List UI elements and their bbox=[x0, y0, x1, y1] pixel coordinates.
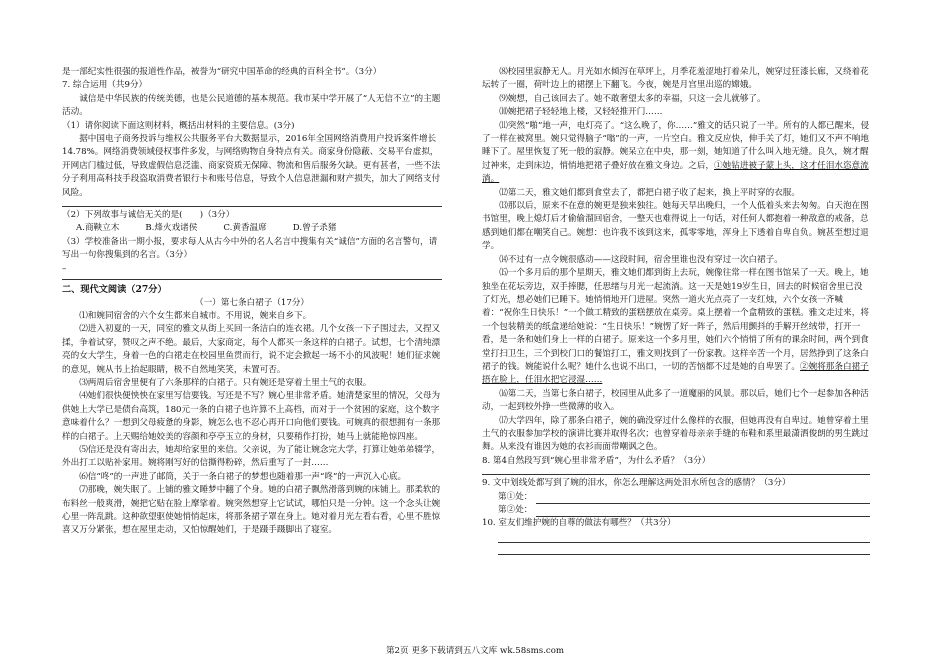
answer-line bbox=[498, 543, 870, 555]
answer-1-label: 第①处： bbox=[498, 491, 533, 502]
right-column bbox=[482, 66, 870, 555]
answer-line bbox=[482, 474, 870, 475]
question-7-heading: 7. 综合运用（共9分） bbox=[62, 80, 148, 91]
answer-2-line bbox=[536, 506, 870, 517]
answer-line bbox=[62, 206, 442, 207]
paragraph-16: ⒃第二天，当第七条白裙子，校园里从此多了一道魔丽的风景。那以后，她们七个一起参加各种活动，一起到校外挣一些微薄的收入。 bbox=[482, 388, 869, 413]
paragraph-2: ⑵进入初夏的一天，同室的雅文从街上买回一条洁白的连衣裙。几个女孩一下子围过去，又捏又揉，争着试穿，赞叹之声不绝。最后，大家商定，每个人都买一条这样的白裙子。试想，七个清纯漂亮的女大学生，身着一色的白裙走在校园里鱼贯而行，说不定会掀起一场不小的风波呢！她们征求婉的意见，婉从书上抬起眼睛，极不自然地笑笑，未置可否。 bbox=[62, 324, 441, 375]
material-paragraph: 据中国电子商务投诉与维权公共服务平台大数据显示，2016年全国网络消费用户投诉案件增长14.78%。网络消费领域侵权事件多发，与网络购物自身特点有关。商家身份隐蔽、交易平台虚拟，开网店门槛过低，导致虚假信息泛滥、商家资质无保障、物流和售后服务欠缺。更有甚者，一些不法分子利用高科技手段盗取消费者银行卡和账号信息，导致个人信息泄漏和财产损失，加大了网络支付风险。 bbox=[62, 134, 441, 198]
paragraph-3: ⑶两周后宿舍里便有了六条那样的白裙子。只有婉还是穿着土里土气的衣服。 bbox=[79, 377, 372, 388]
answer-1-line bbox=[536, 493, 870, 504]
question-7-3: （3）学校准备出一期小报，要求每人从古今中外的名人名言中搜集有关“诚信”方面的名言警句，请写出一句你搜集到的名言。（3分） bbox=[62, 236, 438, 261]
option-d: D.曾子杀猪 bbox=[292, 223, 337, 234]
page-footer: 第2页 更多下载请到五八文库 wk.58sms.com bbox=[385, 646, 565, 656]
options-row bbox=[62, 222, 442, 235]
question-8: 8. 第4自然段写到“婉心里非常矛盾”，为什么矛盾？（3分） bbox=[482, 455, 711, 466]
underlined-sentence-2: ②婉将那条白裙子捂在脸上，任泪水把它浸湿…… bbox=[482, 361, 869, 386]
answer-line bbox=[498, 531, 870, 543]
question-9: 9. 文中划线处都写到了婉的泪水，你怎么理解这两处泪水所包含的感情？（3分） bbox=[482, 478, 791, 489]
paragraph-10: ⑽婉把裙子轻轻地上楼，又轻轻推开门…… bbox=[499, 107, 663, 118]
section-divider bbox=[62, 279, 442, 280]
question-7-1: （1）请你阅读下面这则材料，概括出材料的主要信息。(3分) bbox=[62, 120, 295, 131]
option-b: B.烽火戏诸侯 bbox=[145, 223, 198, 234]
paragraph-6: ⑹信“咚”的一声进了邮筒，关于一条白裙子的梦想也随着那一声“咚”的一声沉入心底。 bbox=[79, 471, 407, 482]
paragraph-4: ⑷她们很快便怏怏在家里写信要钱。写还是不写？婉心里非常矛盾。她清楚家里的情况，父母为供她上大学已是债台高筑，180元一条的白裙子也许算不上高档，而对于一个贫困的家庭，这个数字意味着什么？一想到父母疲惫的身影，婉怎么也不忍心再开口向他们要钱。可婉真的很想拥有一条那样的白裙子。上天赐给她姣美的容颜和亭亭玉立的身材，只要稍作打扮，她马上就能艳惊四座。 bbox=[62, 391, 441, 442]
paragraph-15-text: ⒂一个多月后的那个星期天，雅文她们都到街上去玩，婉像往常一样在图书馆呆了一天。晚上，她独坐在花坛旁边，双手捧腮，任思绪与月光一起流淌。这一天是她19岁生日，回去的时候宿舍里已没了灯光，想必她们已睡下。她悄悄地开门进屋。突然一道火光点亮了一支红烛，六个女孩一齐喊着：“祝你生日快乐！”一个做工精致的蛋糕摆放在桌旁。桌上摆着一个盒精致的蛋糕。雅文走过来，将一个包装精美的纸盒递给她说：“生日快乐！”婉愣了好一阵子，然后用颤抖的手解开丝绒带，打开一看，是一条和她们身上一样的白裙子。原来这一个多月里，她们六个悄悄了所有的课余时间，两个到食堂打扫卫生，三个到校门口的餐馆打工，雅文则找到了一份家教。这样辛苦一个月，居然挣到了这条白裙子的钱。婉能说什么呢？她什么也说不出口，一切的苦恼都不过是她的自卑罢了。 bbox=[482, 268, 869, 372]
option-a: A.商鞅立木 bbox=[76, 223, 120, 234]
left-column bbox=[62, 66, 442, 538]
question-10: 10. 室友们维护婉的自尊的做法有哪些？（共3分） bbox=[482, 518, 676, 529]
section-2-heading: 二、现代文阅读（27分） bbox=[62, 284, 167, 296]
underlined-sentence-1: ①她钻进被子蒙上头，这才任泪水恣意流淌。 bbox=[482, 160, 869, 185]
answer-1-row bbox=[482, 491, 870, 504]
intro-line: 是一部纪实性很强的报道性作品，被誉为“研究中国革命的经典的百科全书”。（3分） bbox=[62, 67, 382, 77]
answer-2-label: 第②处： bbox=[498, 505, 533, 515]
paragraph-1: ⑴和婉同宿舍的六个女生都来自城市。不用说，婉来自乡下。 bbox=[79, 310, 312, 321]
question-7-intro: 诚信是中华民族的传统美德，也是公民道德的基本规范。我市某中学开展了“人无信不立”的主题活动。 bbox=[62, 93, 441, 118]
paragraph-13: ⒀那以后，原来不在意的婉更是独来独往。她每天早出晚归，一个人低着头来去匆匆。白天泡在图书馆里，晚上熄灯后才偷偷溜回宿舍，一整天也难得说上一句话，对任何人都抱着一种敌意的戒备，总感到她们都在嘲笑自己。婉想：也许我不该到这来，孤零零地，浑身上下透着自卑自负。婉甚至想过退学。 bbox=[482, 201, 869, 252]
paragraph-11 bbox=[482, 120, 870, 187]
paragraph-7: ⑺那晚，婉失眠了。上铺的雅文睡梦中翻了个身。她的白裙子飘然滑落到婉的床铺上。那柔软的布料丝一般爽滑，婉把它贴在脸上摩挲着。婉突然想穿上它试试，哪怕只是一分钟。这一个念头让婉心里一阵乱跳。这种欲望驱使她悄悄起床，将那条裙子罩在身上。她对着月光左看右看，心里不胜惊喜又万分紧张，想在屋里走动，又怕惊醒她们，于是蹑手蹑脚出了寝室。 bbox=[62, 485, 441, 536]
article-title: （一）第七条白裙子（17分） bbox=[194, 297, 310, 308]
paragraph-15 bbox=[482, 267, 870, 388]
paragraph-17: ⒄大学四年，除了那条白裙子，婉的确没穿过什么像样的衣服，但她再没有自卑过。她曾穿着土里土气的衣服参加学校的演讲比赛并取得名次；也曾穿着母亲亲手缝的布鞋和系里最潇洒俊朗的男生跳过舞。从来没有谁因为她的衣衫而面带嘲讽之色。 bbox=[482, 415, 869, 453]
paragraph-5: ⑸信还是没有寄出去，她却给家里的来信。父亲说，为了能让婉念完大学，打算让她弟弟辍学，外出打工以贴补家用。婉将刚写好的信撕得粉碎，然后重写了一封…… bbox=[62, 444, 441, 469]
paragraph-9: ⑼婉想，自己该回去了。她不敢奢望太多的幸福，只这一会儿就够了。 bbox=[499, 93, 766, 104]
paragraph-11-text: ⑾突然“啪”地一声，电灯亮了。“这么晚了，你……”雅文的话只说了一半。所有的人都已醒来，侵了一样在被窝里。婉只觉得脑子“嗡”的一声，一片空白。雅文反应快，伸手关了灯，她们又不声不响地睡下了。屋里恢复了死一般的寂静。婉呆立在中央，那一刻，她知道了什么叫入地无缝。良久，婉才醒过神来，走到床边，悄悄地把裙子叠好放在雅文身边。之后， bbox=[482, 120, 870, 171]
paragraph-14: ⒁不过有一点令婉很感动——这段时间，宿舍里谁也没有穿过一次白裙子。 bbox=[499, 254, 783, 265]
paragraph-8: ⑻校园里寂静无人。月光如水倾泻在草坪上，月季花羞涩地打着朵儿，婉穿过狂漆长廊，又绕着花坛转了一圈，荷叶边上的裙摆上下翻飞。今夜，婉是月宫里出巡的嫦娥。 bbox=[482, 67, 869, 91]
dash-mark: – bbox=[62, 263, 67, 274]
question-7-2: （2）下列故事与诚信无关的是( )（3分） bbox=[62, 210, 235, 221]
answer-2-row bbox=[482, 504, 870, 517]
paragraph-12: ⑿第二天，雅文她们都到食堂去了，都把白裙子收了起来，换上平时穿的衣服。 bbox=[499, 187, 800, 198]
option-c: C.黄香温席 bbox=[223, 223, 267, 234]
